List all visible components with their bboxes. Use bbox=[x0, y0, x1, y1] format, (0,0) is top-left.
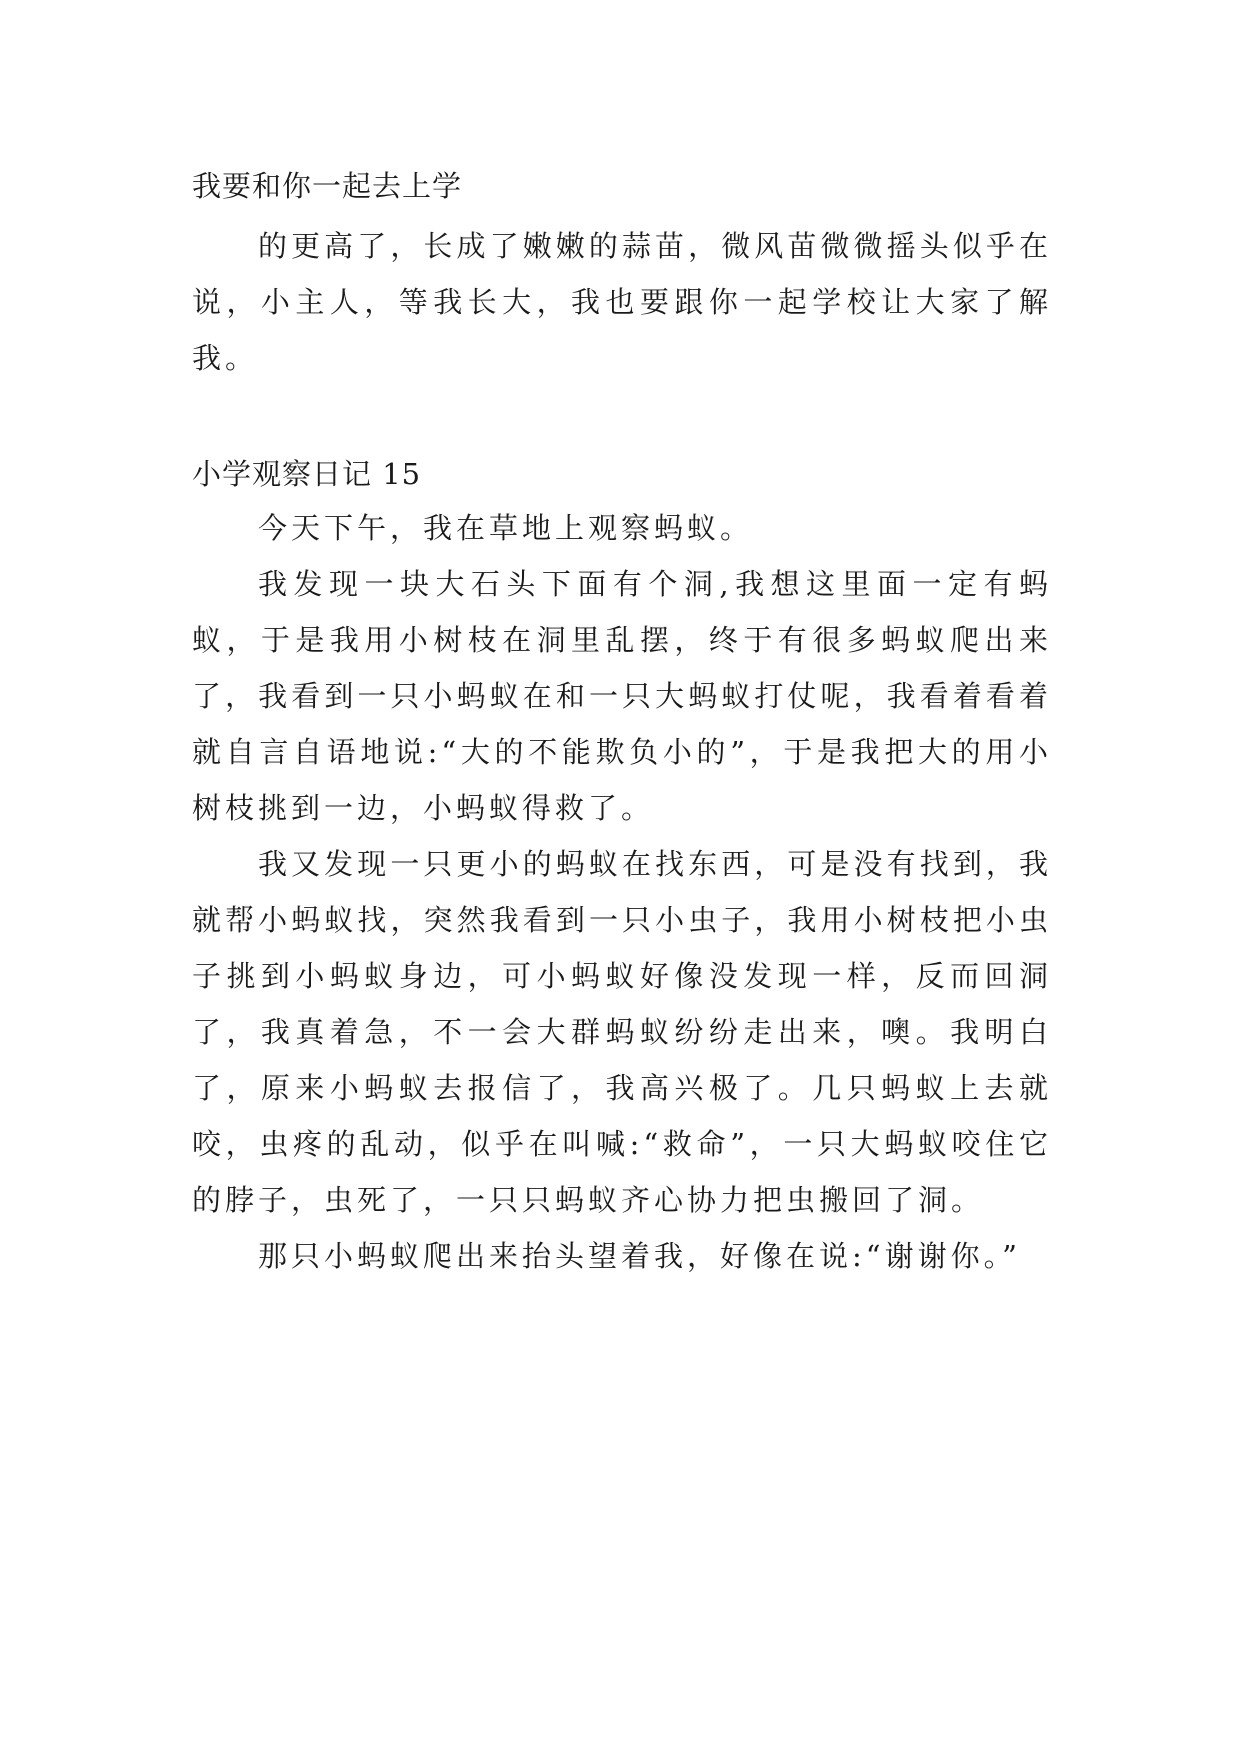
paragraph: 我又发现一只更小的蚂蚁在找东西，可是没有找到，我就帮小蚂蚁找，突然我看到一只小虫子，我用小树枝把小虫子挑到小蚂蚁身边，可小蚂蚁好像没发现一样，反而回洞了，我真着急，不一会大群蚂蚁纷纷走出来，噢。我明白了，原来小蚂蚁去报信了，我高兴极了。几只蚂蚁上去就咬，虫疼的乱动，似乎在叫喊:“救命”，一只大蚂蚁咬住它的脖子，虫死了，一只只蚂蚁齐心协力把虫搬回了洞。 bbox=[192, 847, 1052, 1217]
paragraph: 的更高了，长成了嫩嫩的蒜苗，微风苗微微摇头似乎在说，小主人，等我长大，我也要跟你一起学校让大家了解我。 bbox=[192, 229, 1052, 375]
section-we-go-to-school bbox=[192, 160, 1052, 386]
paragraph: 我发现一块大石头下面有个洞,我想这里面一定有蚂蚁，于是我用小树枝在洞里乱摆，终于有很多蚂蚁爬出来了，我看到一只小蚂蚁在和一只大蚂蚁打仗呢，我看着看着就自言自语地说:“大的不能欺负小的”，于是我把大的用小树枝挑到一边，小蚂蚁得救了。 bbox=[192, 567, 1052, 825]
document-content bbox=[192, 160, 1052, 1284]
paragraph: 那只小蚂蚁爬出来抬头望着我，好像在说:“谢谢你。” bbox=[258, 1239, 1021, 1273]
section-observation-diary bbox=[192, 448, 1052, 1284]
paragraph: 今天下午，我在草地上观察蚂蚁。 bbox=[258, 511, 754, 545]
section-title: 我要和你一起去上学 bbox=[192, 169, 463, 203]
section-title: 小学观察日记 15 bbox=[192, 457, 422, 491]
